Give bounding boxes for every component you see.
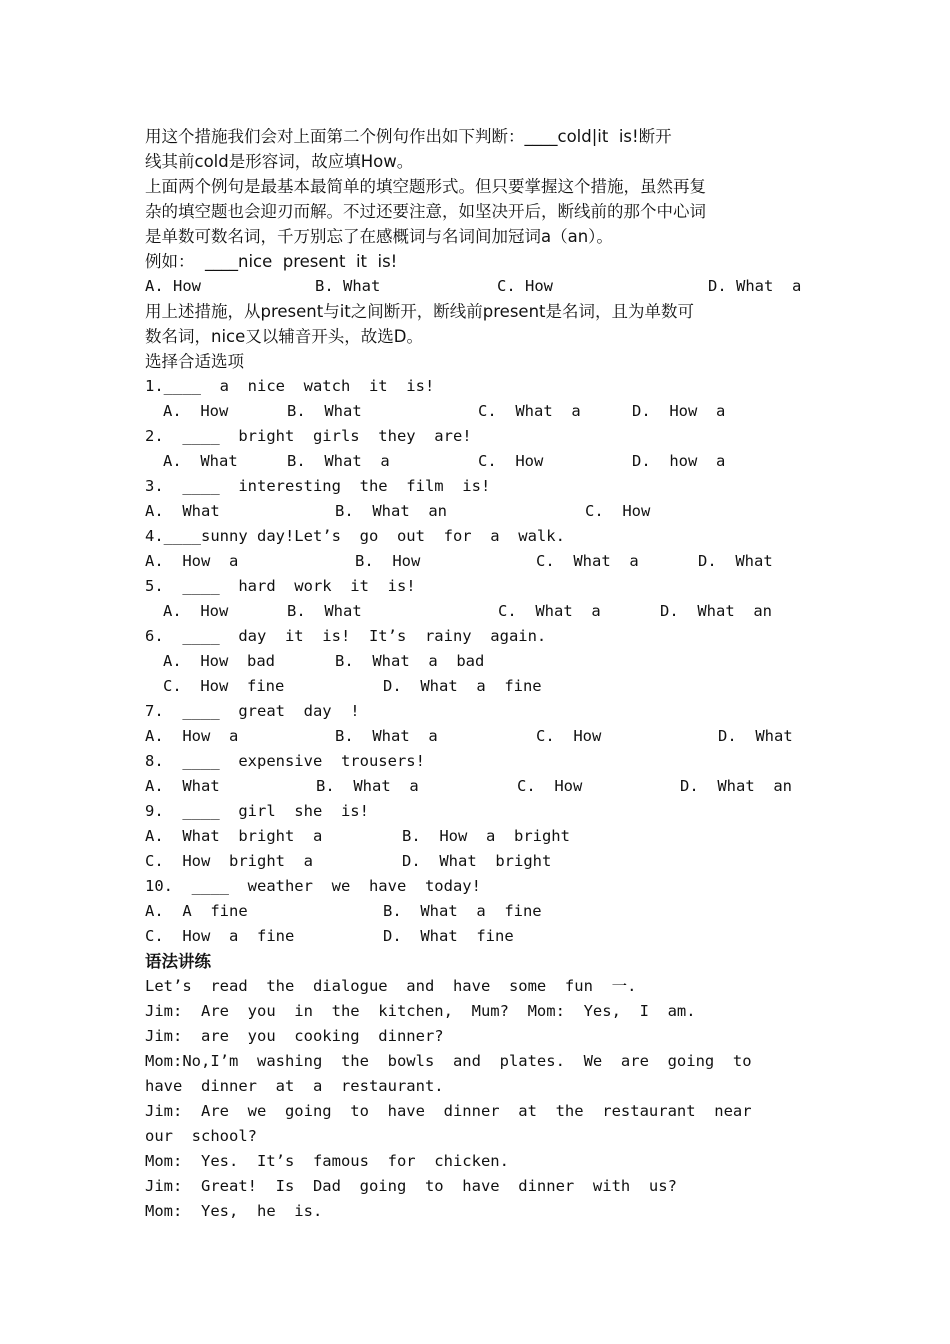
option-text: B. What a — [335, 727, 438, 745]
text-line: Jim: Great! Is Dad going to have dinner with us? — [145, 1177, 677, 1195]
options-line — [145, 599, 810, 624]
option-text: C. How a fine — [145, 927, 295, 945]
options-line — [145, 649, 810, 674]
option-text: D. What — [698, 552, 773, 570]
text-line: 例如： ____nice present it is! — [145, 252, 398, 271]
option-text: D. What bright — [402, 852, 552, 870]
option-text: B. What a fine — [383, 902, 542, 920]
option-text: D. How a — [632, 402, 726, 420]
option-text: A. How — [145, 277, 201, 295]
option-text: A. How — [163, 402, 229, 420]
text-line: Mom:No,I’m washing the bowls and plates. We are going to — [145, 1052, 752, 1070]
text-line: 9. ____ girl she is! — [145, 802, 369, 820]
text-line: 4.____sunny day!Let’s go out for a walk. — [145, 527, 565, 545]
text-line: 6. ____ day it is! It’s rainy again. — [145, 627, 547, 645]
text-line: Jim: Are we going to have dinner at the restaurant near — [145, 1102, 752, 1120]
text-line: 杂的填空题也会迎刃而解。不过还要注意，如坚决开后，断线前的那个中心词 — [145, 202, 706, 221]
option-text: C. How — [478, 452, 544, 470]
text-line: have dinner at a restaurant. — [145, 1077, 444, 1095]
option-text: A. How — [163, 602, 229, 620]
option-text: C. How — [536, 727, 602, 745]
option-text: D. how a — [632, 452, 726, 470]
options-line — [145, 899, 810, 924]
text-line: 7. ____ great day ! — [145, 702, 360, 720]
options-line — [145, 549, 810, 574]
option-text: A. How a — [145, 727, 239, 745]
option-text: D. What — [718, 727, 793, 745]
option-text: C. How — [497, 277, 553, 295]
text-line: 用这个措施我们会对上面第二个例句作出如下判断：____cold|it is!断开 — [145, 127, 672, 146]
text-line: 选择合适选项 — [145, 352, 244, 371]
option-text: D. What fine — [383, 927, 514, 945]
text-line: 10. ____ weather we have today! — [145, 877, 481, 895]
options-line — [145, 849, 810, 874]
option-text: C. What a — [536, 552, 639, 570]
option-text: A. What — [145, 777, 220, 795]
options-line — [145, 924, 810, 949]
option-text: D. What a fine — [383, 677, 542, 695]
option-text: C. How fine — [163, 677, 285, 695]
option-text: C. What a — [478, 402, 581, 420]
options-line — [145, 774, 810, 799]
option-text: D. What an — [660, 602, 772, 620]
option-text: C. How — [585, 502, 651, 520]
text-line: Mom: Yes. It’s famous for chicken. — [145, 1152, 509, 1170]
text-line: 是单数可数名词，千万别忘了在感概词与名词间加冠词a（an）。 — [145, 227, 613, 246]
options-line — [145, 724, 810, 749]
option-text: A. How bad — [163, 652, 275, 670]
text-line: 5. ____ hard work it is! — [145, 577, 416, 595]
text-line: Jim: Are you in the kitchen, Mum? Mom: Yes, I am. — [145, 1002, 696, 1020]
text-line: 用上述措施，从present与it之间断开，断线前present是名词，且为单数可 — [145, 302, 694, 321]
option-text: B. How — [355, 552, 421, 570]
options-line — [145, 274, 810, 299]
text-line: 1.____ a nice watch it is! — [145, 377, 435, 395]
option-text: A. What — [163, 452, 238, 470]
option-text: B. What a — [287, 452, 390, 470]
option-text: B. What — [287, 602, 362, 620]
text-line: 上面两个例句是最基本最简单的填空题形式。但只要掌握这个措施，虽然再复 — [145, 177, 706, 196]
option-text: D. What an — [680, 777, 792, 795]
section-heading: 语法讲练 — [145, 952, 211, 971]
option-text: A. A fine — [145, 902, 248, 920]
option-text: B. What — [315, 277, 381, 295]
option-text: A. What — [145, 502, 220, 520]
text-line: 数名词，nice又以辅音开头，故选D。 — [145, 327, 423, 346]
text-line: 线其前cold是形容词，故应填How。 — [145, 152, 414, 171]
options-line — [145, 499, 810, 524]
option-text: B. How a bright — [402, 827, 570, 845]
options-line — [145, 824, 810, 849]
options-line — [145, 449, 810, 474]
option-text: B. What an — [335, 502, 447, 520]
text-line: Let’s read the dialogue and have some fun 一. — [145, 977, 637, 995]
text-line: Jim: are you cooking dinner? — [145, 1027, 444, 1045]
options-line — [145, 399, 810, 424]
option-text: C. How bright a — [145, 852, 313, 870]
text-line: Mom: Yes, he is. — [145, 1202, 323, 1220]
text-line: 3. ____ interesting the film is! — [145, 477, 491, 495]
option-text: C. How — [517, 777, 583, 795]
option-text: B. What — [287, 402, 362, 420]
options-line — [145, 674, 810, 699]
document-page — [145, 124, 810, 1224]
text-line: 2. ____ bright girls they are! — [145, 427, 472, 445]
option-text: B. What a bad — [335, 652, 485, 670]
option-text: A. What bright a — [145, 827, 323, 845]
text-line: our school? — [145, 1127, 257, 1145]
option-text: D. What a — [708, 277, 802, 295]
option-text: C. What a — [498, 602, 601, 620]
text-line: 8. ____ expensive trousers! — [145, 752, 425, 770]
option-text: B. What a — [316, 777, 419, 795]
option-text: A. How a — [145, 552, 239, 570]
